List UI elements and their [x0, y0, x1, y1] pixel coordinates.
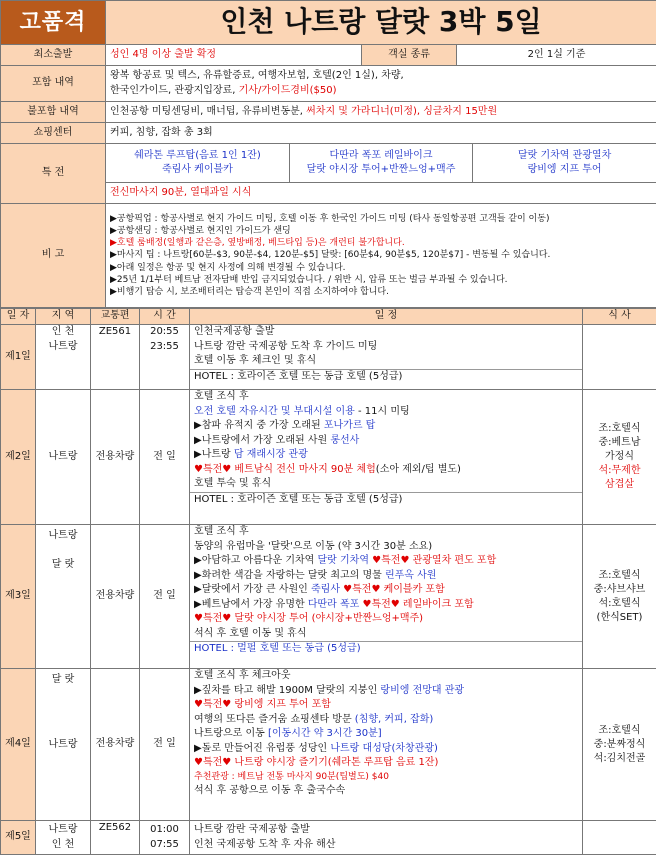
day4-line8: 추천관광 : 베트남 전통 마사지 90분(팁별도) $40 [194, 771, 389, 782]
day3-meal4: (한식SET) [596, 611, 643, 623]
day3-line3c: ♥특전♥ 관광열차 편도 포함 [368, 555, 497, 566]
day3-line6a: ▶베트남에서 가장 유명한 [194, 598, 308, 610]
day3-line6c: ♥특전♥ 레일바이크 포함 [359, 598, 474, 610]
day3-meal3: 석:호텔식 [598, 597, 641, 609]
day1-transport: ZE561 [91, 325, 140, 390]
day3-line4a: ▶화려한 색감을 자랑하는 달랏 최고의 명물 [194, 569, 385, 581]
day4-meal3: 석:김치전골 [593, 752, 646, 764]
day4-line9: 석식 후 공항으로 이동 후 출국수속 [194, 784, 346, 796]
remark-3: ▶호텔 룸배정(일행과 같은층, 옆방배정, 베드타입 등)은 개런티 불가합니다. [110, 238, 405, 249]
col-header-region: 지 역 [36, 309, 91, 325]
day4-line6a: ▶돌로 만들어진 유럽풍 성당인 [194, 742, 331, 754]
day2-line4b: 롱선사 [330, 434, 360, 446]
day3-hotel: HOTEL : 멀펄 호텔 또는 동급 (5성급) [190, 641, 582, 657]
day1-time1: 20:55 [150, 326, 179, 337]
day2-transport: 전용차량 [91, 390, 140, 525]
included-label: 포함 내역 [1, 66, 106, 102]
day4-label: 제4일 [1, 669, 36, 821]
included-line2-red: 기사/가이드경비($50) [238, 84, 337, 96]
day3-meal2: 중:샤브샤브 [593, 583, 646, 595]
remark-1: ▶공항픽업 : 항공사별로 현지 가이드 미팅, 호텔 이동 후 한국인 가이드 미팅 (타사 동일항공편 고객들 같이 이동) [110, 214, 550, 224]
day3-time: 전 일 [140, 525, 190, 669]
excluded-value-cell [106, 102, 656, 123]
day1-region2: 나트랑 [48, 340, 78, 352]
day4-row [1, 669, 656, 821]
included-value [106, 66, 656, 102]
day4-line4b: (침향, 커피, 잡화) [354, 713, 434, 725]
day2-line6a: ♥특전♥ 베트남식 전신 마사지 90분 체험 [194, 463, 376, 475]
special-label: 특 전 [1, 144, 106, 204]
day2-region: 나트랑 [36, 390, 91, 525]
day2-line3b: 포나가르 탑 [323, 420, 376, 431]
day1-line2: 나트랑 깜란 국제공항 도착 후 가이드 미팅 [194, 340, 378, 352]
col-header-transport: 교통편 [91, 309, 140, 325]
day3-region2: 달 랏 [51, 558, 75, 570]
shopping-label: 쇼핑센터 [1, 123, 106, 144]
day1-line3: 호텔 이동 후 체크인 및 휴식 [194, 355, 317, 366]
shopping-value: 커피, 침향, 잡화 총 3회 [106, 123, 656, 144]
special-2a: 다딴라 폭포 레일바이크 [329, 149, 433, 161]
day2-line6b: (소아 제외/팁 별도) [375, 463, 461, 475]
day2-meal3: 가정식 [605, 451, 634, 462]
excluded-label: 불포함 내역 [1, 102, 106, 123]
col-header-day: 일 자 [1, 309, 36, 325]
special-item-3 [473, 144, 656, 182]
day4-meal2: 중:분짜정식 [593, 738, 646, 750]
special-item-2 [289, 144, 472, 182]
min-departure-label: 최소출발 [1, 45, 106, 66]
remark-6: ▶25년 1/1부터 베트남 전자담배 반입 금지되었습니다. / 위반 시, 압류 또는 벌금 부과될 수 있습니다. [110, 274, 508, 285]
day2-line5b: 담 재래시장 관광 [233, 449, 308, 460]
special-3b: 랑비엥 지프 투어 [527, 164, 602, 175]
day1-row [1, 325, 656, 390]
room-type-value: 2인 1실 기준 [457, 45, 656, 66]
day1-region1: 인 천 [51, 326, 75, 337]
info-table [0, 0, 656, 308]
day5-line1: 나트랑 깜란 국제공항 출발 [194, 824, 310, 835]
included-line2: 한국인가이드, 관광지입장료, [110, 84, 239, 96]
day4-line5b: [이동시간 약 3시간 30분] [267, 728, 382, 739]
special-2b: 달랏 야시장 투어+반짠느엉+맥주 [306, 164, 456, 175]
day3-line7: ♥특전♥ 달랏 야시장 투어 (야시장+반짠느엉+맥주) [194, 613, 424, 624]
day2-line7: 호텔 투숙 및 휴식 [194, 478, 272, 489]
col-header-time: 시 간 [140, 309, 190, 325]
day3-line4b: 린푸옥 사원 [384, 569, 437, 581]
day2-time: 전 일 [140, 390, 190, 525]
day4-line7: ♥특전♥ 나트랑 야시장 즐기기(쉐라톤 루프탑 음료 1잔) [194, 757, 439, 768]
day2-line4a: ▶나트랑에서 가장 오래된 사원 [194, 434, 331, 446]
day5-region2: 인 천 [51, 838, 75, 850]
day3-meal1: 조:호텔식 [598, 569, 641, 581]
day4-region2: 나트랑 [48, 738, 78, 750]
remark-7: ▶비행기 탑승 시, 보조배터리는 탑승객 본인이 직접 소지하여야 합니다. [110, 286, 389, 297]
remark-2: ▶공항샌딩 : 항공사별로 현지인 가이드가 샌딩 [110, 226, 291, 237]
day2-line2: 오전 호텔 자유시간 및 부대시설 이용 [194, 405, 355, 417]
day1-hotel: HOTEL : 호라이즌 호텔 또는 동급 호텔 (5성급) [190, 369, 582, 385]
day3-line8: 석식 후 호텔 이동 및 휴식 [194, 627, 307, 639]
day2-hotel: HOTEL : 호라이즌 호텔 또는 동급 호텔 (5성급) [190, 492, 582, 508]
day4-line5a: 나트랑으로 이동 [194, 728, 268, 739]
special-1b: 죽림사 케이블카 [162, 164, 233, 175]
premium-badge: 고품격 [1, 1, 106, 45]
day3-line2: 동양의 유럽마을 '달랏'으로 이동 (약 3시간 30분 소요) [194, 540, 433, 552]
remark-5: ▶아래 일정은 항공 및 현지 사정에 의해 변경될 수 있습니다. [110, 262, 346, 273]
day2-label: 제2일 [1, 390, 36, 525]
col-header-schedule: 일 정 [190, 309, 583, 325]
day4-time: 전 일 [140, 669, 190, 821]
day5-time1: 01:00 [150, 824, 179, 835]
day2-line1: 호텔 조식 후 [194, 391, 249, 402]
day5-label: 제5일 [1, 821, 36, 855]
day2-line5a: ▶나트랑 [194, 449, 234, 460]
day1-time2: 23:55 [150, 340, 179, 352]
day3-row [1, 525, 656, 669]
room-type-label: 객실 종류 [362, 45, 457, 66]
excluded-value: 인천공항 미팅센딩비, 매너팁, 유류비변동분, [110, 105, 307, 117]
special-3a: 달랏 기차역 관광열차 [517, 149, 612, 161]
remarks-cell [106, 204, 656, 308]
remarks-label: 비 고 [1, 204, 106, 308]
day3-transport: 전용차량 [91, 525, 140, 669]
day2-meal1: 조:호텔식 [598, 423, 641, 434]
day3-line3a: ▶아담하고 아름다운 기차역 [194, 555, 318, 566]
day4-line3: ♥특전♥ 랑비엥 지프 투어 포함 [194, 699, 331, 710]
included-line1: 왕복 항공료 및 텍스, 유류할증료, 여행자보험, 호텔(2인 1실), 차량, [110, 70, 404, 81]
special-grid [106, 144, 656, 183]
day4-line1: 호텔 조식 후 체크아웃 [194, 670, 291, 681]
day4-line4a: 여행의 또다른 즐거움 쇼핑센타 방문 [194, 713, 355, 725]
day5-line2: 인천 국제공항 도착 후 자유 해산 [194, 838, 336, 850]
day3-label: 제3일 [1, 525, 36, 669]
day4-meal1: 조:호텔식 [598, 724, 641, 736]
day1-line1: 인천국제공항 출발 [194, 326, 275, 337]
special-1a: 쉐라톤 루프탑(음료 1인 1잔) [134, 149, 261, 161]
day5-region1: 나트랑 [48, 824, 78, 835]
day2-meal2: 중:베트남 [598, 437, 641, 448]
day3-line1: 호텔 조식 후 [194, 526, 249, 537]
day3-line5a: ▶달랏에서 가장 큰 사원인 [194, 584, 312, 595]
day1-label: 제1일 [1, 325, 36, 390]
remark-4: ▶마사지 팁 : 나트랑[60분-$3, 90분-$4, 120분-$5] 달랏: [60분$4, 90분$5, 120분$7] - 변동될 수 있습니다. [110, 250, 551, 261]
special-item-4: 전신마사지 90분, 열대과일 시식 [106, 183, 656, 204]
day3-region1: 나트랑 [48, 530, 78, 541]
day3-line6b: 다딴라 폭포 [307, 598, 360, 610]
day5-transport: ZE562 [91, 821, 140, 855]
day4-line2a: ▶짚차를 타고 해발 1900M 달랏의 지붕인 [194, 684, 381, 696]
day4-region1: 달 랏 [51, 674, 75, 685]
day4-line2b: 랑비엥 전망대 관광 [380, 684, 465, 696]
day2-meal5: 삼겹살 [605, 479, 634, 490]
day3-line5c: ♥특전♥ 케이블카 포함 [340, 584, 445, 595]
day4-line6b: 나트랑 대성당(차창관광) [330, 742, 438, 754]
day2-row [1, 390, 656, 525]
excluded-red: 써차지 및 가라디너(미정), 싱글차지 15만원 [306, 105, 498, 117]
day2-meal4: 석:무제한 [598, 465, 641, 476]
min-departure-value: 성인 4명 이상 출발 확정 [106, 45, 362, 66]
special-item-1 [106, 144, 289, 182]
day5-row [1, 821, 656, 855]
day4-transport: 전용차량 [91, 669, 140, 821]
col-header-meal: 식 사 [583, 309, 656, 325]
day3-line3b: 달랏 기차역 [317, 555, 369, 566]
day3-line5b: 죽림사 [311, 584, 340, 595]
day5-time2: 07:55 [150, 838, 179, 850]
schedule-table [0, 308, 656, 855]
day2-line3a: ▶참파 유적지 중 가장 오래된 [194, 420, 324, 431]
day2-line2b: - 11시 미팅 [354, 405, 410, 417]
page-title: 인천 나트랑 달랏 3박 5일 [106, 1, 656, 45]
